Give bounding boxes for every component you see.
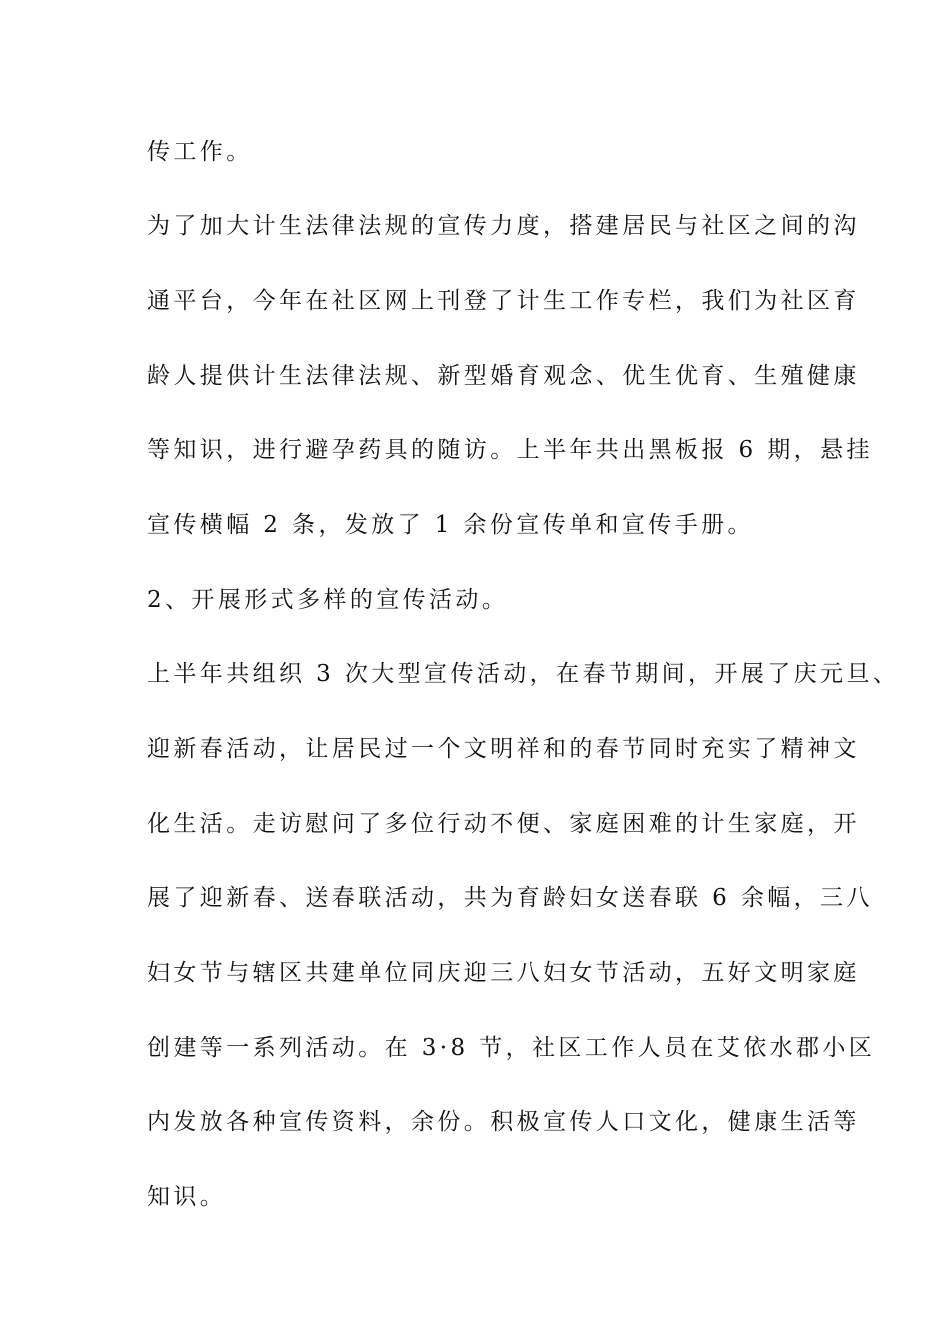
text-line: 上半年共组织 3 次大型宣传活动，在春节期间，开展了庆元旦、	[147, 661, 900, 687]
text-line: 等知识，进行避孕药具的随访。上半年共出黑板报 6 期，悬挂	[147, 437, 873, 463]
text-line: 为了加大计生法律法规的宣传力度，搭建居民与社区之间的沟	[147, 213, 860, 239]
text-line: 龄人提供计生法律法规、新型婚育观念、优生优育、生殖健康	[147, 363, 860, 389]
text-line: 宣传横幅 2 条，发放了 1 余份宣传单和宣传手册。	[147, 512, 754, 538]
text-line: 通平台，今年在社区网上刊登了计生工作专栏，我们为社区育	[147, 288, 860, 314]
text-line: 内发放各种宣传资料，余份。积极宣传人口文化，健康生活等	[147, 1109, 860, 1135]
text-line: 创建等一系列活动。在 3·8 节，社区工作人员在艾依水郡小区	[147, 1035, 876, 1061]
section-heading: 2、开展形式多样的宣传活动。	[147, 587, 509, 613]
text-line: 妇女节与辖区共建单位同庆迎三八妇女节活动，五好文明家庭	[147, 960, 860, 986]
text-line: 知识。	[147, 1184, 227, 1210]
text-line: 迎新春活动，让居民过一个文明祥和的春节同时充实了精神文	[147, 736, 860, 762]
text-line: 化生活。走访慰问了多位行动不便、家庭困难的计生家庭，开	[147, 811, 860, 837]
text-line: 传工作。	[147, 139, 253, 165]
text-line: 展了迎新春、送春联活动，共为育龄妇女送春联 6 余幅，三八	[147, 885, 873, 911]
